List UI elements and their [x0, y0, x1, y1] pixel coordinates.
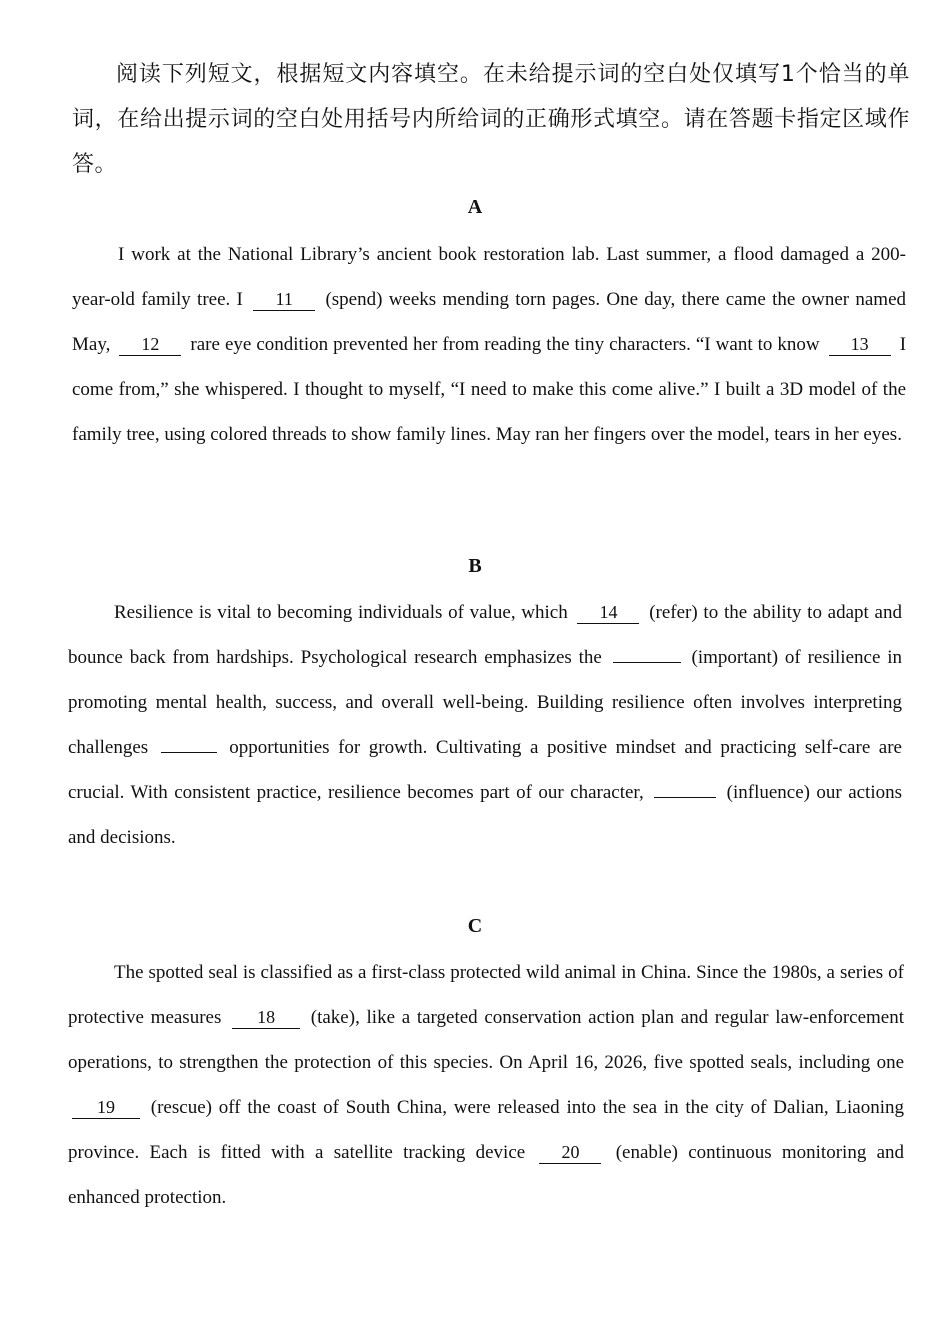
- blank-20: 20: [539, 1141, 601, 1164]
- passage-a-text-3: rare eye condition prevented her from reading the tiny characters. “I want to know: [190, 334, 820, 355]
- blank-12: 12: [119, 333, 181, 356]
- instructions: 阅读下列短文，根据短文内容填空。在未给提示词的空白处仅填写1个恰当的单词，在给出提示词的空白处用括号内所给词的正确形式填空。请在答题卡指定区域作答。: [72, 62, 910, 177]
- passage-b-text-5: (influence) our actions and decisions.: [68, 782, 903, 848]
- section-a-title: A: [467, 196, 483, 218]
- section-c-title: C: [467, 915, 483, 937]
- passage-b: [68, 590, 902, 860]
- passage-b-text-2: (refer) to the ability to adapt and bounce back from hardships. Psychological research emphasizes the: [68, 602, 902, 668]
- blank-18: 18: [232, 1006, 300, 1029]
- passage-b-text-3: (important) of resilience in promoting mental health, success, and overall well-being. Building resilience often involves interpreting challenges: [68, 647, 903, 758]
- blank-13: 13: [829, 333, 891, 356]
- passage-c: [68, 950, 904, 1220]
- passage-b-text-4: opportunities for growth. Cultivating a positive mindset and practicing self-care are crucial. With consistent practice, resilience becomes part of our character,: [68, 737, 902, 803]
- passage-a-text-2: (spend) weeks mending torn pages. One day, there came the owner named May,: [72, 289, 907, 355]
- section-b-title: B: [468, 555, 482, 577]
- passage-a-text-1: I work at the National Library’s ancient book restoration lab. Last summer, a flood damaged a 200-year-old family tree. I: [72, 244, 906, 310]
- blank-14: 14: [577, 601, 639, 624]
- blank-19: 19: [72, 1096, 140, 1119]
- blank-16: [161, 752, 217, 753]
- passage-c-text-4: (enable) continuous monitoring and enhanced protection.: [68, 1142, 905, 1208]
- passage-c-text-3: (rescue) off the coast of South China, were released into the sea in the city of Dalian, Liaoning province. Each is fitted with a satellite tracking device: [68, 1097, 904, 1163]
- blank-17: [654, 797, 716, 798]
- passage-a: [72, 232, 906, 457]
- blank-11: 11: [253, 288, 315, 311]
- blank-15: [613, 662, 681, 663]
- passage-b-text-1: Resilience is vital to becoming individuals of value, which: [114, 602, 568, 623]
- passage-c-text-2: (take), like a targeted conservation action plan and regular law-enforcement operations, to strengthen the protection of this species. On April 16, 2026, five spotted seals, including one: [68, 1007, 905, 1073]
- passage-c-text-1: The spotted seal is classified as a first-class protected wild animal in China. Since the 1980s, a series of protective measures: [68, 962, 904, 1028]
- passage-a-text-4: I come from,” she whispered. I thought to myself, “I need to make this come alive.” I built a 3D model of the family tree, using colored threads to show family lines. May ran her fingers over the model, tears in her eyes.: [72, 334, 907, 445]
